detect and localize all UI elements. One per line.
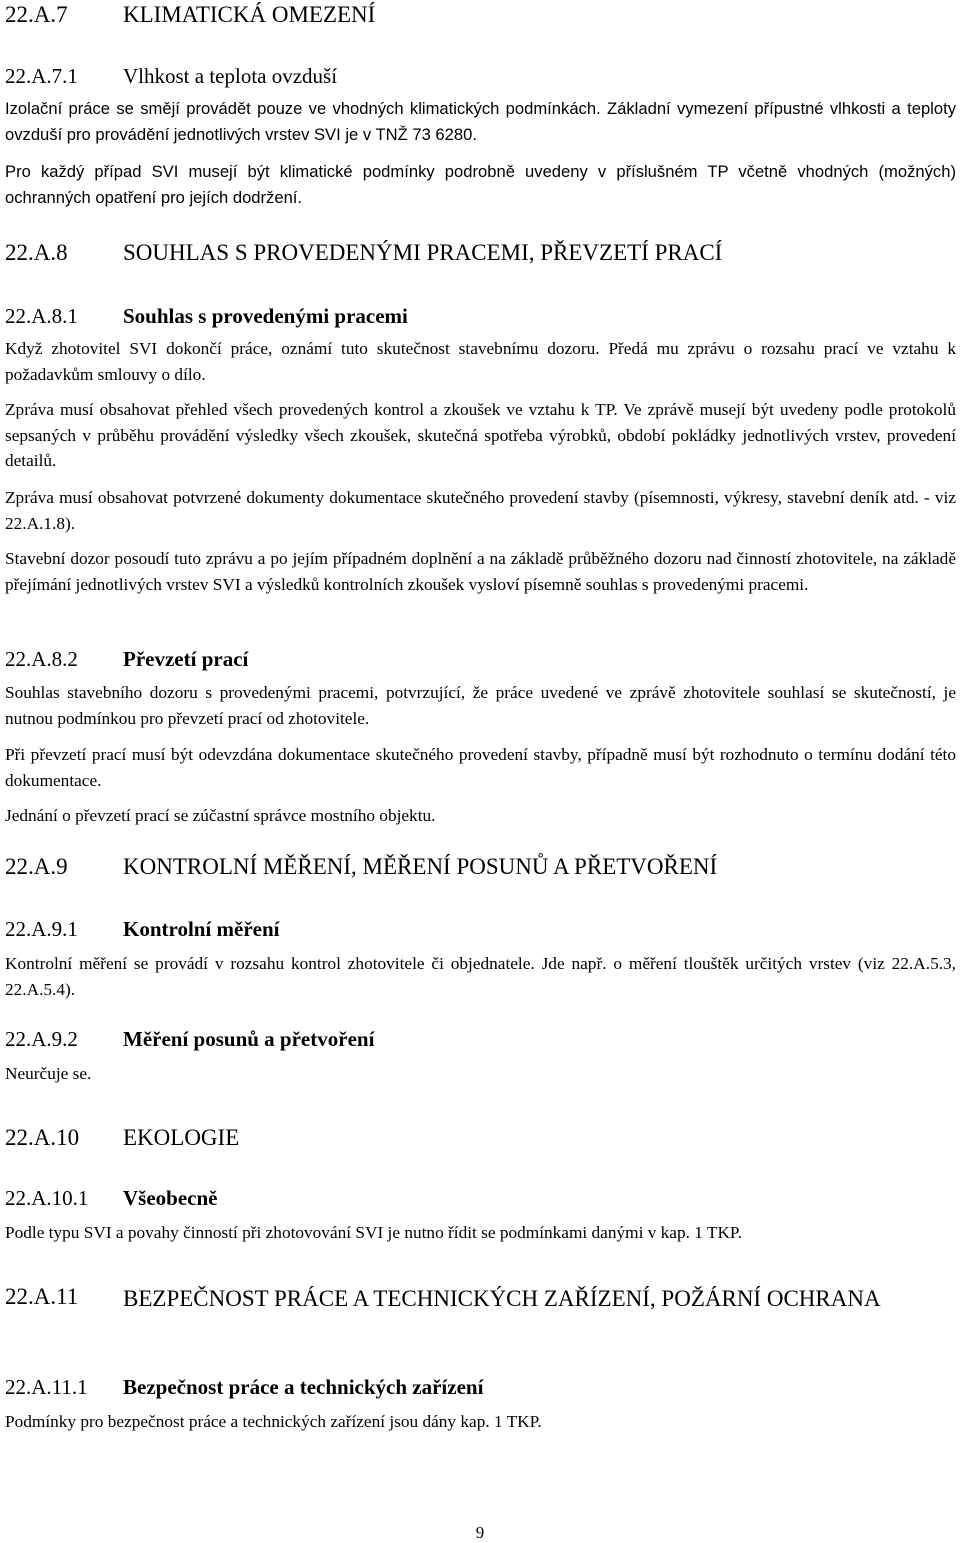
heading-title: Vlhkost a teplota ovzduší	[123, 64, 338, 88]
paragraph-not-specified: Neurčuje se.	[5, 1064, 92, 1083]
heading-title: SOUHLAS S PROVEDENÝMI PRACEMI, PŘEVZETÍ PRACÍ	[123, 240, 723, 265]
heading-title: KLIMATICKÁ OMEZENÍ	[123, 2, 376, 27]
paragraph-bridge-administrator: Jednání o převzetí prací se zúčastní správce mostního objektu.	[5, 806, 436, 825]
paragraph-climatic-conditions: Pro každý případ SVI musejí být klimatické podmínky podrobně uvedeny v příslušném TP včetně vhodných (možných) ochranných opatření pro jejích dodržení.	[5, 162, 956, 207]
heading-number: 22.A.9	[5, 854, 68, 879]
heading-title: BEZPEČNOST PRÁCE A TECHNICKÝCH ZAŘÍZENÍ, POŽÁRNÍ OCHRANA	[123, 1286, 881, 1311]
paragraph-control-measurement: Kontrolní měření se provádí v rozsahu kontrol zhotovitele či objednatele. Jde např. o měření tlouštěk určitých vrstev (viz 22.A.5.3, 22.A.5.4).	[5, 954, 956, 999]
paragraph-completion-notice: Když zhotovitel SVI dokončí práce, oznámí tuto skutečnost stavebnímu dozoru. Předá mu zprávu o rozsahu prací ve vztahu k požadavkům smlouvy o dílo.	[5, 339, 956, 384]
paragraph-documentation-handover: Při převzetí prací musí být odevzdána dokumentace skutečného provedení stavby, případně musí být rozhodnuto o termínu dodání této dokumentace.	[5, 745, 956, 790]
heading-number: 22.A.11	[5, 1284, 79, 1309]
heading-number: 22.A.9.2	[5, 1027, 78, 1051]
paragraph-acceptance-condition: Souhlas stavebního dozoru s provedenými pracemi, potvrzující, že práce uvedené ve zprávě zhotovitele souhlasí se skutečností, je nutnou podmínkou pro převzetí prací od zhotovitele.	[5, 683, 956, 728]
heading-number: 22.A.11.1	[5, 1375, 88, 1399]
heading-title: Souhlas s provedenými pracemi	[123, 304, 408, 328]
heading-title: Všeobecně	[123, 1186, 218, 1210]
heading-number: 22.A.10.1	[5, 1186, 89, 1210]
paragraph-report-contents: Zpráva musí obsahovat přehled všech provedených kontrol a zkoušek ve vztahu k TP. Ve zprávě musejí být uvedeny podle protokolů sepsaných v průběhu provádění výsledky všech zkoušek, skutečná spotřeba výrobků, období pokládky jednotlivých vrstev, provedení detailů.	[5, 400, 956, 470]
heading-number: 22.A.7.1	[5, 64, 78, 88]
heading-number: 22.A.7	[5, 2, 68, 27]
page-number: 9	[475, 1523, 485, 1542]
heading-title: Kontrolní měření	[123, 917, 280, 941]
heading-number: 22.A.10	[5, 1125, 80, 1150]
heading-title: Měření posunů a přetvoření	[123, 1027, 375, 1051]
heading-title: KONTROLNÍ MĚŘENÍ, MĚŘENÍ POSUNŮ A PŘETVOŘENÍ	[123, 854, 718, 879]
heading-number: 22.A.8.1	[5, 304, 78, 328]
paragraph-ecology-general: Podle typu SVI a povahy činností při zhotovování SVI je nutno řídit se podmínkami danými v kap. 1 TKP.	[5, 1223, 742, 1242]
paragraph-work-safety: Podmínky pro bezpečnost práce a technických zařízení jsou dány kap. 1 TKP.	[5, 1412, 542, 1431]
heading-number: 22.A.9.1	[5, 917, 78, 941]
heading-number: 22.A.8.2	[5, 647, 78, 671]
paragraph-supervision-assessment: Stavební dozor posoudí tuto zprávu a po jejím případném doplnění a na základě průběžného dozoru nad činností zhotovitele, na základě přejímání jednotlivých vrstev SVI a výsledků kontrolních zkoušek vysloví písemně souhlas s provedenými pracemi.	[5, 549, 956, 594]
heading-title: Převzetí prací	[123, 647, 249, 671]
heading-number: 22.A.8	[5, 240, 68, 265]
paragraph-humidity-temperature: Izolační práce se smějí provádět pouze ve vhodných klimatických podmínkách. Základní vymezení přípustné vlhkosti a teploty ovzduší pro provádění jednotlivých vrstev SVI je v TNŽ 73 6280.	[5, 99, 956, 144]
heading-title: EKOLOGIE	[123, 1125, 240, 1150]
heading-title: Bezpečnost práce a technických zařízení	[123, 1375, 484, 1399]
paragraph-report-documents: Zpráva musí obsahovat potvrzené dokumenty dokumentace skutečného provedení stavby (písemnosti, výkresy, stavební deník atd. - viz 22.A.1.8).	[5, 488, 956, 533]
